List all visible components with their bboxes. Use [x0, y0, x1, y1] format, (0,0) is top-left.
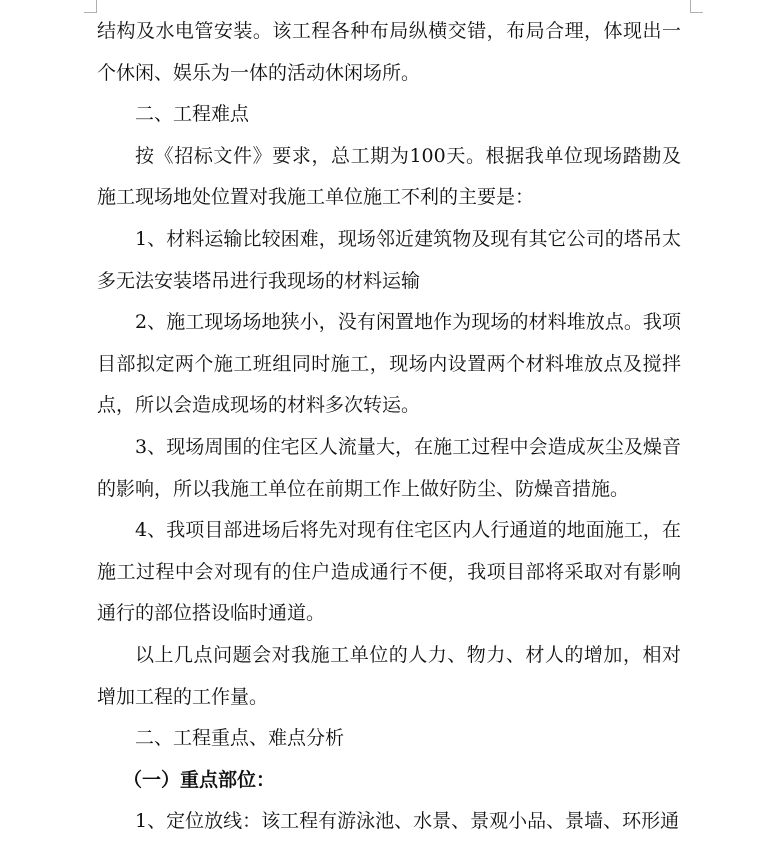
- list-item-3: 3、现场周围的住宅区人流量大，在施工过程中会造成灰尘及燥音的影响，所以我施工单位在前期工作上做好防尘、防燥音措施。: [97, 435, 681, 500]
- section-heading-difficulties: 二、工程难点: [135, 103, 250, 126]
- paragraph-continuation: 结构及水电管安装。该工程各种布局纵横交错，布局合理，体现出一个休闲、娱乐为一体的活动休闲场所。: [97, 20, 681, 84]
- paragraph-summary: 以上几点问题会对我施工单位的人力、物力、材人的增加，相对增加工程的工作量。: [97, 643, 681, 708]
- subheading-key-parts: （一）重点部位：: [123, 768, 276, 791]
- document-body[interactable]: [97, 11, 681, 843]
- margin-crop-mark-left: [84, 0, 97, 13]
- section-heading-analysis: 二、工程重点、难点分析: [135, 727, 345, 750]
- list-item-1: 1、材料运输比较困难，现场邻近建筑物及现有其它公司的塔吊太多无法安装塔吊进行我现场的材料运输: [97, 227, 681, 292]
- list-item-positioning: 1、定位放线：该工程有游泳池、水景、景观小品、景墙、环形通: [135, 810, 680, 833]
- list-item-2: 2、施工现场场地狭小，没有闲置地作为现场的材料堆放点。我项目部拟定两个施工班组同时施工，现场内设置两个材料堆放点及搅拌点，所以会造成现场的材料多次转运。: [97, 311, 681, 417]
- list-item-4: 4、我项目部进场后将先对现有住宅区内人行通道的地面施工，在施工过程中会对现有的住户造成通行不便，我项目部将采取对有影响通行的部位搭设临时通道。: [97, 519, 681, 625]
- margin-crop-mark-right: [690, 0, 703, 13]
- paragraph-schedule: 按《招标文件》要求，总工期为100天。根据我单位现场踏勘及施工现场地处位置对我施工单位施工不利的主要是：: [97, 144, 681, 209]
